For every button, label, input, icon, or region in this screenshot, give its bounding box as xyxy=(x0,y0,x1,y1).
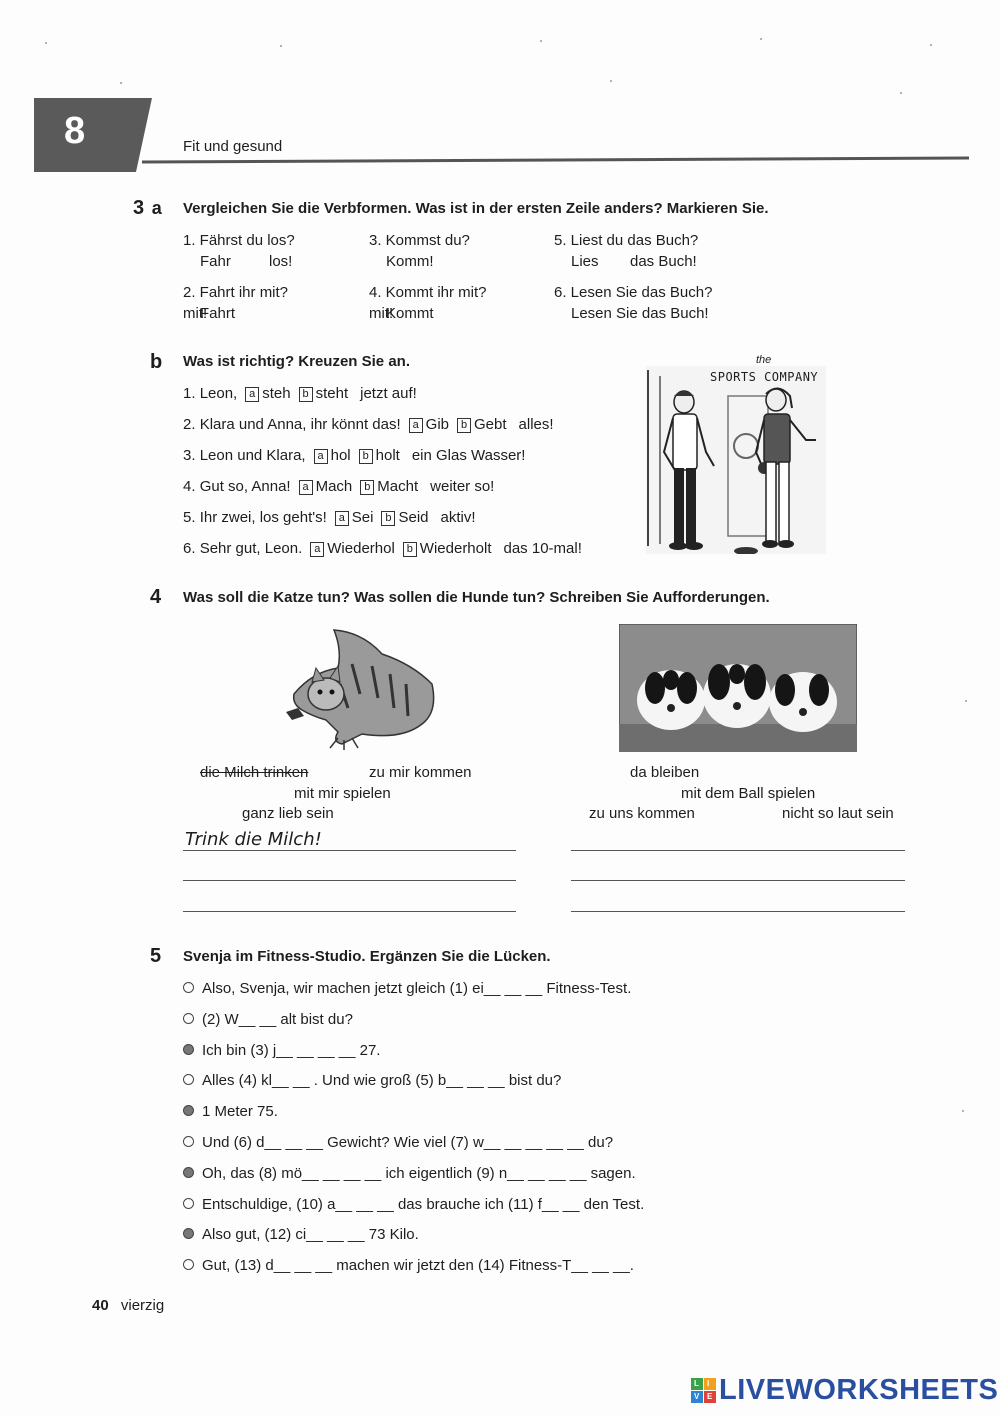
dog-phrase-1: da bleiben xyxy=(630,764,700,781)
checkbox-b[interactable]: b xyxy=(403,542,417,557)
dog-answer-line-1[interactable] xyxy=(571,850,905,851)
option-a-label: Sei xyxy=(351,509,374,526)
exercise-3b-item xyxy=(183,508,643,539)
exercise-3b-item-prompt: Leon, xyxy=(199,385,238,402)
dog-answer-line-3[interactable] xyxy=(571,911,905,912)
cat-phrase-2: zu mir kommen xyxy=(369,764,472,781)
dialogue-line xyxy=(183,1071,783,1102)
page-footer xyxy=(92,1297,164,1314)
exercise-3-number: 3 a xyxy=(133,197,162,219)
exercise-3b-item-prompt: Sehr gut, Leon. xyxy=(199,540,303,557)
dialogue-line xyxy=(183,1164,783,1195)
dialogue-line xyxy=(183,1010,783,1041)
exercise-4-instruction: Was soll die Katze tun? Was sollen die Hunde tun? Schreiben Sie Aufforderungen. xyxy=(183,589,770,606)
dialogue-text[interactable]: Also, Svenja, wir machen jetzt gleich (1) ei__ __ __ Fitness-Test. xyxy=(202,980,632,997)
exercise-3b-item-number: 3. xyxy=(183,447,200,464)
exercise-3b-item-ending: jetzt auf! xyxy=(360,385,417,402)
exercise-3b-items xyxy=(183,384,643,570)
page-number: 40 xyxy=(92,1297,109,1314)
exercise-3a-imperative xyxy=(554,251,734,272)
checkbox-a[interactable]: a xyxy=(299,480,313,495)
exercise-5-dialogue xyxy=(183,979,783,1287)
speaker-trainer-icon xyxy=(183,1136,194,1147)
exercise-3a-imperative-verb: Fahr xyxy=(200,253,231,270)
checkbox-b[interactable]: b xyxy=(360,480,374,495)
exercise-3b-item-number: 4. xyxy=(183,478,200,495)
exercise-3b-letter: b xyxy=(150,351,163,373)
exercise-3b-item xyxy=(183,539,643,570)
exercise-3b-item-number: 2. xyxy=(183,416,200,433)
exercise-5-number: 5 xyxy=(150,945,162,967)
speaker-trainer-icon xyxy=(183,1259,194,1270)
option-b-label: Macht xyxy=(377,478,419,495)
exercise-3a-item xyxy=(554,230,734,272)
exercise-3b-item xyxy=(183,384,643,415)
exercise-3a-item xyxy=(183,282,363,324)
dialogue-text[interactable]: Gut, (13) d__ __ __ machen wir jetzt den (14) Fitness-T__ __ __. xyxy=(202,1257,634,1275)
liveworksheets-logo-letters xyxy=(691,1378,717,1404)
cat-phrase-4: ganz lieb sein xyxy=(242,805,334,822)
exercise-3a-imperative-verb: Lies xyxy=(571,253,599,270)
dialogue-text[interactable]: Oh, das (8) mö__ __ __ __ ich eigentlich (9) n__ __ __ __ sagen. xyxy=(202,1164,636,1182)
dialogue-text[interactable]: Ich bin (3) j__ __ __ __ 27. xyxy=(202,1041,381,1059)
exercise-3a-question: 2. Fahrt ihr mit? xyxy=(183,284,289,301)
checkbox-a[interactable]: a xyxy=(314,449,328,464)
logo-letter: V xyxy=(694,1392,700,1401)
exercise-3a-imperative-verb: Lesen Sie das Buch! xyxy=(571,305,709,322)
exercise-3a-imperative-verb: Komm! xyxy=(386,253,434,270)
exercise-3a-item xyxy=(369,282,549,324)
logo-letter: L xyxy=(694,1379,699,1388)
dialogue-line xyxy=(183,1041,783,1072)
exercise-3b-item-prompt: Ihr zwei, los geht's! xyxy=(199,509,327,526)
dog-phrase-3: zu uns kommen xyxy=(589,805,695,822)
dog-answer-line-2[interactable] xyxy=(571,880,905,881)
exercise-3b-item-number: 6. xyxy=(183,540,200,557)
dialogue-line xyxy=(183,979,783,1010)
exercise-3a-imperative xyxy=(183,251,363,272)
dialogue-text[interactable]: Und (6) d__ __ __ Gewicht? Wie viel (7) w__ __ __ __ __ du? xyxy=(202,1133,614,1151)
speaker-svenja-icon xyxy=(183,1044,194,1055)
dialogue-text[interactable]: 1 Meter 75. xyxy=(202,1103,278,1121)
checkbox-b[interactable]: b xyxy=(381,511,395,526)
option-a-label: Gib xyxy=(425,416,450,433)
logo-letter: I xyxy=(707,1379,710,1388)
exercise-3b-item-prompt: Klara und Anna, ihr könnt das! xyxy=(199,416,401,433)
dialogue-line xyxy=(183,1133,783,1164)
exercise-3b-item-prompt: Leon und Klara, xyxy=(199,447,306,464)
cat-answer-line-3[interactable] xyxy=(183,911,516,912)
exercise-3a-item xyxy=(183,230,363,272)
dialogue-line xyxy=(183,1195,783,1226)
exercise-3b-item xyxy=(183,477,643,508)
exercise-3a-item xyxy=(369,230,549,272)
exercise-3a-item xyxy=(554,282,734,324)
speaker-trainer-icon xyxy=(183,1198,194,1209)
checkbox-a[interactable]: a xyxy=(335,511,349,526)
exercise-3a-question: 5. Liest du das Buch? xyxy=(554,232,699,249)
exercise-3a-imperative-rest: mit! xyxy=(369,305,394,322)
checkbox-a[interactable]: a xyxy=(409,418,423,433)
speaker-trainer-icon xyxy=(183,1074,194,1085)
sports-company-sign-small: the xyxy=(756,354,772,366)
exercise-4-number: 4 xyxy=(150,586,162,608)
dialogue-text[interactable]: Also gut, (12) ci__ __ __ 73 Kilo. xyxy=(202,1226,419,1244)
cat-answer-line-2[interactable] xyxy=(183,880,516,881)
exercise-3a-imperative xyxy=(554,303,734,324)
option-a-label: steh xyxy=(262,385,291,402)
exercise-3a-imperative-rest: los! xyxy=(269,253,293,270)
example-answer: Trink die Milch! xyxy=(185,829,322,850)
exercise-3b-item-ending: aktiv! xyxy=(440,509,476,526)
exercise-3a-imperative xyxy=(369,251,549,272)
exercise-3a-imperative-verb: Fahrt xyxy=(200,305,236,322)
option-b-label: Wiederholt xyxy=(419,540,492,557)
liveworksheets-logo xyxy=(691,1374,999,1406)
cat-phrase-3: mit mir spielen xyxy=(294,785,391,802)
exercise-3a-question: 4. Kommt ihr mit? xyxy=(369,284,487,301)
dialogue-line xyxy=(183,1102,783,1133)
option-a-label: Wiederhol xyxy=(327,540,395,557)
checkbox-b[interactable]: b xyxy=(457,418,471,433)
exercise-3a-imperative-verb: Kommt xyxy=(386,305,434,322)
exercise-3a-imperative-rest: das Buch! xyxy=(630,253,697,270)
cat-answer-line-1[interactable] xyxy=(183,850,516,851)
exercise-3a-question: 1. Fährst du los? xyxy=(183,232,295,249)
option-b-label: Gebt xyxy=(474,416,507,433)
chapter-number: 8 xyxy=(64,110,86,152)
option-a-label: hol xyxy=(330,447,351,464)
exercise-3a-imperative xyxy=(183,303,363,324)
exercise-3b-item xyxy=(183,415,643,446)
exercise-3a-question: 6. Lesen Sie das Buch? xyxy=(554,284,713,301)
dog-phrase-4: nicht so laut sein xyxy=(782,805,894,822)
option-a-label: Mach xyxy=(315,478,353,495)
liveworksheets-brand[interactable]: LIVEWORKSHEETS xyxy=(719,1374,999,1406)
exercise-3a-question: 3. Kommst du? xyxy=(369,232,470,249)
exercise-3b-item-ending: weiter so! xyxy=(430,478,495,495)
exercise-3b-item-number: 1. xyxy=(183,385,200,402)
option-b-label: steht xyxy=(315,385,349,402)
checkbox-b[interactable]: b xyxy=(299,387,313,402)
sports-company-illustration xyxy=(646,356,826,554)
exercise-3a-instruction: Vergleichen Sie die Verbformen. Was ist in der ersten Zeile anders? Markieren Sie. xyxy=(183,200,769,217)
sports-company-sign: SPORTS COMPANY xyxy=(710,370,819,384)
speaker-svenja-icon xyxy=(183,1167,194,1178)
exercise-3b-item-ending: alles! xyxy=(518,416,554,433)
option-b-label: holt xyxy=(375,447,400,464)
speaker-trainer-icon xyxy=(183,1013,194,1024)
dialogue-line xyxy=(183,1256,783,1287)
speaker-trainer-icon xyxy=(183,982,194,993)
exercise-3a-items xyxy=(183,230,743,325)
checkbox-b[interactable]: b xyxy=(359,449,373,464)
speaker-svenja-icon xyxy=(183,1105,194,1116)
exercise-3b-item-number: 5. xyxy=(183,509,200,526)
checkbox-a[interactable]: a xyxy=(245,387,259,402)
exercise-5-instruction: Svenja im Fitness-Studio. Ergänzen Sie die Lücken. xyxy=(183,948,551,965)
speaker-svenja-icon xyxy=(183,1228,194,1239)
dialogue-line xyxy=(183,1225,783,1256)
logo-letter: E xyxy=(707,1392,713,1401)
dialogue-text[interactable]: Entschuldige, (10) a__ __ __ das brauche ich (11) f__ __ den Test. xyxy=(202,1195,645,1213)
exercise-3a-imperative-rest: mit! xyxy=(183,305,208,322)
dialogue-text[interactable]: Alles (4) kl__ __ . Und wie groß (5) b__ __ __ bist du? xyxy=(202,1072,562,1090)
exercise-3b-instruction: Was ist richtig? Kreuzen Sie an. xyxy=(183,353,410,370)
option-b-label: Seid xyxy=(398,509,429,526)
exercise-3a-imperative xyxy=(369,303,549,324)
exercise-3b-item-ending: ein Glas Wasser! xyxy=(411,447,526,464)
cat-image xyxy=(282,624,442,752)
checkbox-a[interactable]: a xyxy=(310,542,324,557)
page-word: vierzig xyxy=(120,1297,165,1314)
exercise-3b-item xyxy=(183,446,643,477)
dogs-photo xyxy=(619,624,857,752)
dog-phrase-2: mit dem Ball spielen xyxy=(681,785,816,802)
cat-phrase-1: die Milch trinken xyxy=(200,764,309,781)
chapter-header-banner xyxy=(34,96,974,176)
exercise-3b-item-ending: das 10-mal! xyxy=(503,540,582,557)
chapter-title: Fit und gesund xyxy=(183,138,283,155)
dialogue-text[interactable]: (2) W__ __ alt bist du? xyxy=(202,1010,353,1028)
exercise-3b-item-prompt: Gut so, Anna! xyxy=(199,478,291,495)
